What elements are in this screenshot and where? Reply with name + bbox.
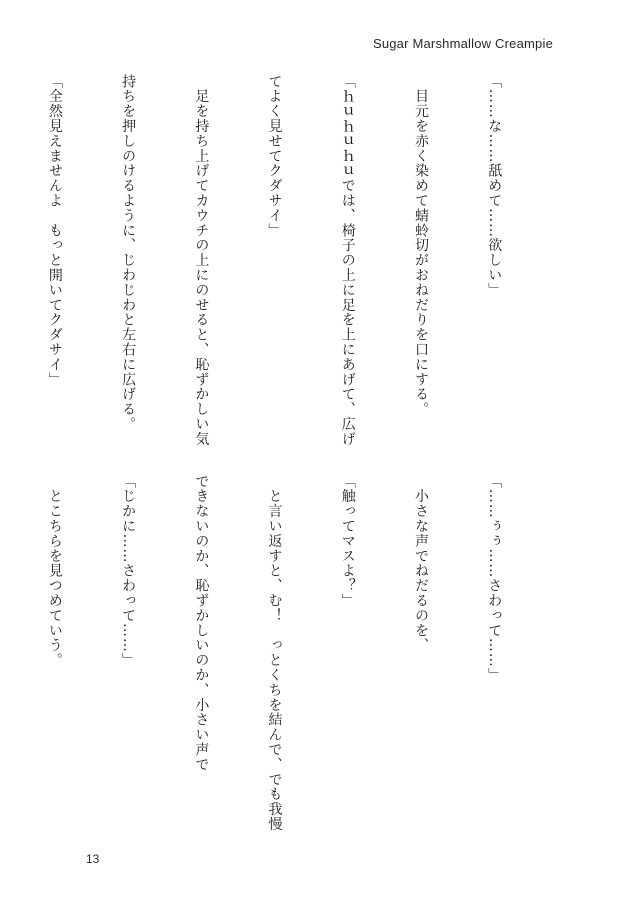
text-line: とこちらを見つめていう。 xyxy=(46,474,63,668)
text-line: 「……な……舐めて……欲しい」 xyxy=(486,74,503,298)
text-line: 持ちを押しのけるように、じわじわと左右に広げる。 xyxy=(120,74,137,432)
text-line: 小さな声でねだるのを、 xyxy=(412,474,429,653)
text-line: 「ｈｕｈｕｈｕでは、椅子の上に足を上にあげて、広げ xyxy=(339,74,356,447)
text-line: 「全然見えませんよ もっと開いてクダサイ」 xyxy=(46,74,63,387)
text-line: できないのか、恥ずかしいのか、小さい声で xyxy=(193,474,210,772)
text-line: 目元を赤く染めて蜻蛉切がおねだりを口にする。 xyxy=(412,74,429,417)
text-line: 「じかに……さわって……」 xyxy=(120,474,137,668)
text-line: 足を持ち上げてカウチの上にのせると、恥ずかしい気 xyxy=(193,74,210,447)
page-number: 13 xyxy=(86,852,100,866)
running-header: Sugar Marshmallow Creampie xyxy=(372,36,553,51)
text-line: 「……ぅぅ……さわって……」 xyxy=(486,474,503,683)
text-line: 「触ってマスよ？」 xyxy=(339,474,356,609)
upper-text-column xyxy=(46,74,555,447)
text-line: と言い返すと、む！ っとくちを結んで、でも我慢 xyxy=(266,474,283,832)
lower-text-column xyxy=(46,474,555,836)
text-line: てよく見せてクダサイ」 xyxy=(266,74,283,238)
